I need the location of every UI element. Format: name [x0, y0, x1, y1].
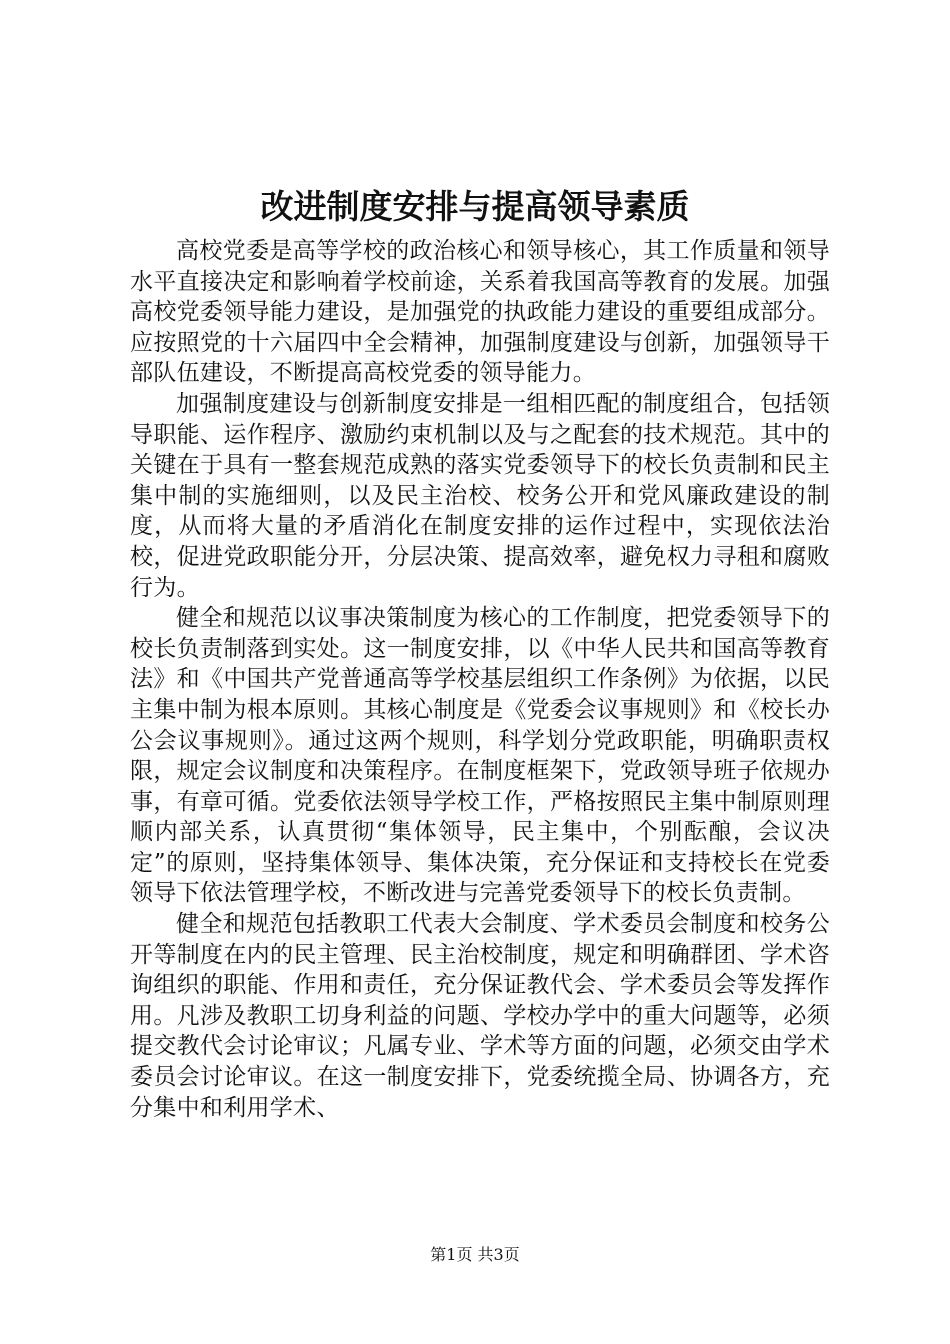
page-footer: 第1页 共3页	[430, 1245, 520, 1264]
document-title: 改进制度安排与提高领导素质	[260, 187, 690, 226]
paragraph-1: 高校党委是高等学校的政治核心和领导核心，其工作质量和领导水平直接决定和影响着学校前途，关系着我国高等教育的发展。加强高校党委领导能力建设，是加强党的执政能力建设的重要组成部分。应按照党的十六届四中全会精神，加强制度建设与创新，加强领导干部队伍建设，不断提高高校党委的领导能力。	[130, 238, 830, 387]
paragraph-2: 加强制度建设与创新制度安排是一组相匹配的制度组合，包括领导职能、运作程序、激励约束机制以及与之配套的技术规范。其中的关键在于具有一整套规范成熟的落实党委领导下的校长负责制和民主集中制的实施细则，以及民主治校、校务公开和党风廉政建设的制度，从而将大量的矛盾消化在制度安排的运作过程中，实现依法治校，促进党政职能分开，分层决策、提高效率，避免权力寻租和腐败行为。	[130, 390, 830, 601]
paragraph-4: 健全和规范包括教职工代表大会制度、学术委员会制度和校务公开等制度在内的民主管理、民主治校制度，规定和明确群团、学术咨询组织的职能、作用和责任，充分保证教代会、学术委员会等发挥作用。凡涉及教职工切身利益的问题、学校办学中的重大问题等，必须提交教代会讨论审议；凡属专业、学术等方面的问题，必须交由学术委员会讨论审议。在这一制度安排下，党委统揽全局、协调各方，充分集中和利用学术、	[130, 911, 830, 1121]
paragraph-3: 健全和规范以议事决策制度为核心的工作制度，把党委领导下的校长负责制落到实处。这一制度安排，以《中华人民共和国高等教育法》和《中国共产党普通高等学校基层组织工作条例》为依据，以民主集中制为根本原则。其核心制度是《党委会议事规则》和《校长办公会议事规则》。通过这两个规则，科学划分党政职能，明确职责权限，规定会议制度和决策程序。在制度框架下，党政领导班子依规办事，有章可循。党委依法领导学校工作，严格按照民主集中制原则理顺内部关系，认真贯彻“集体领导，民主集中，个别酝酿，会议决定”的原则，坚持集体领导、集体决策，充分保证和支持校长在党委领导下依法管理学校，不断改进与完善党委领导下的校长负责制。	[130, 605, 830, 907]
document-body	[130, 236, 830, 1123]
